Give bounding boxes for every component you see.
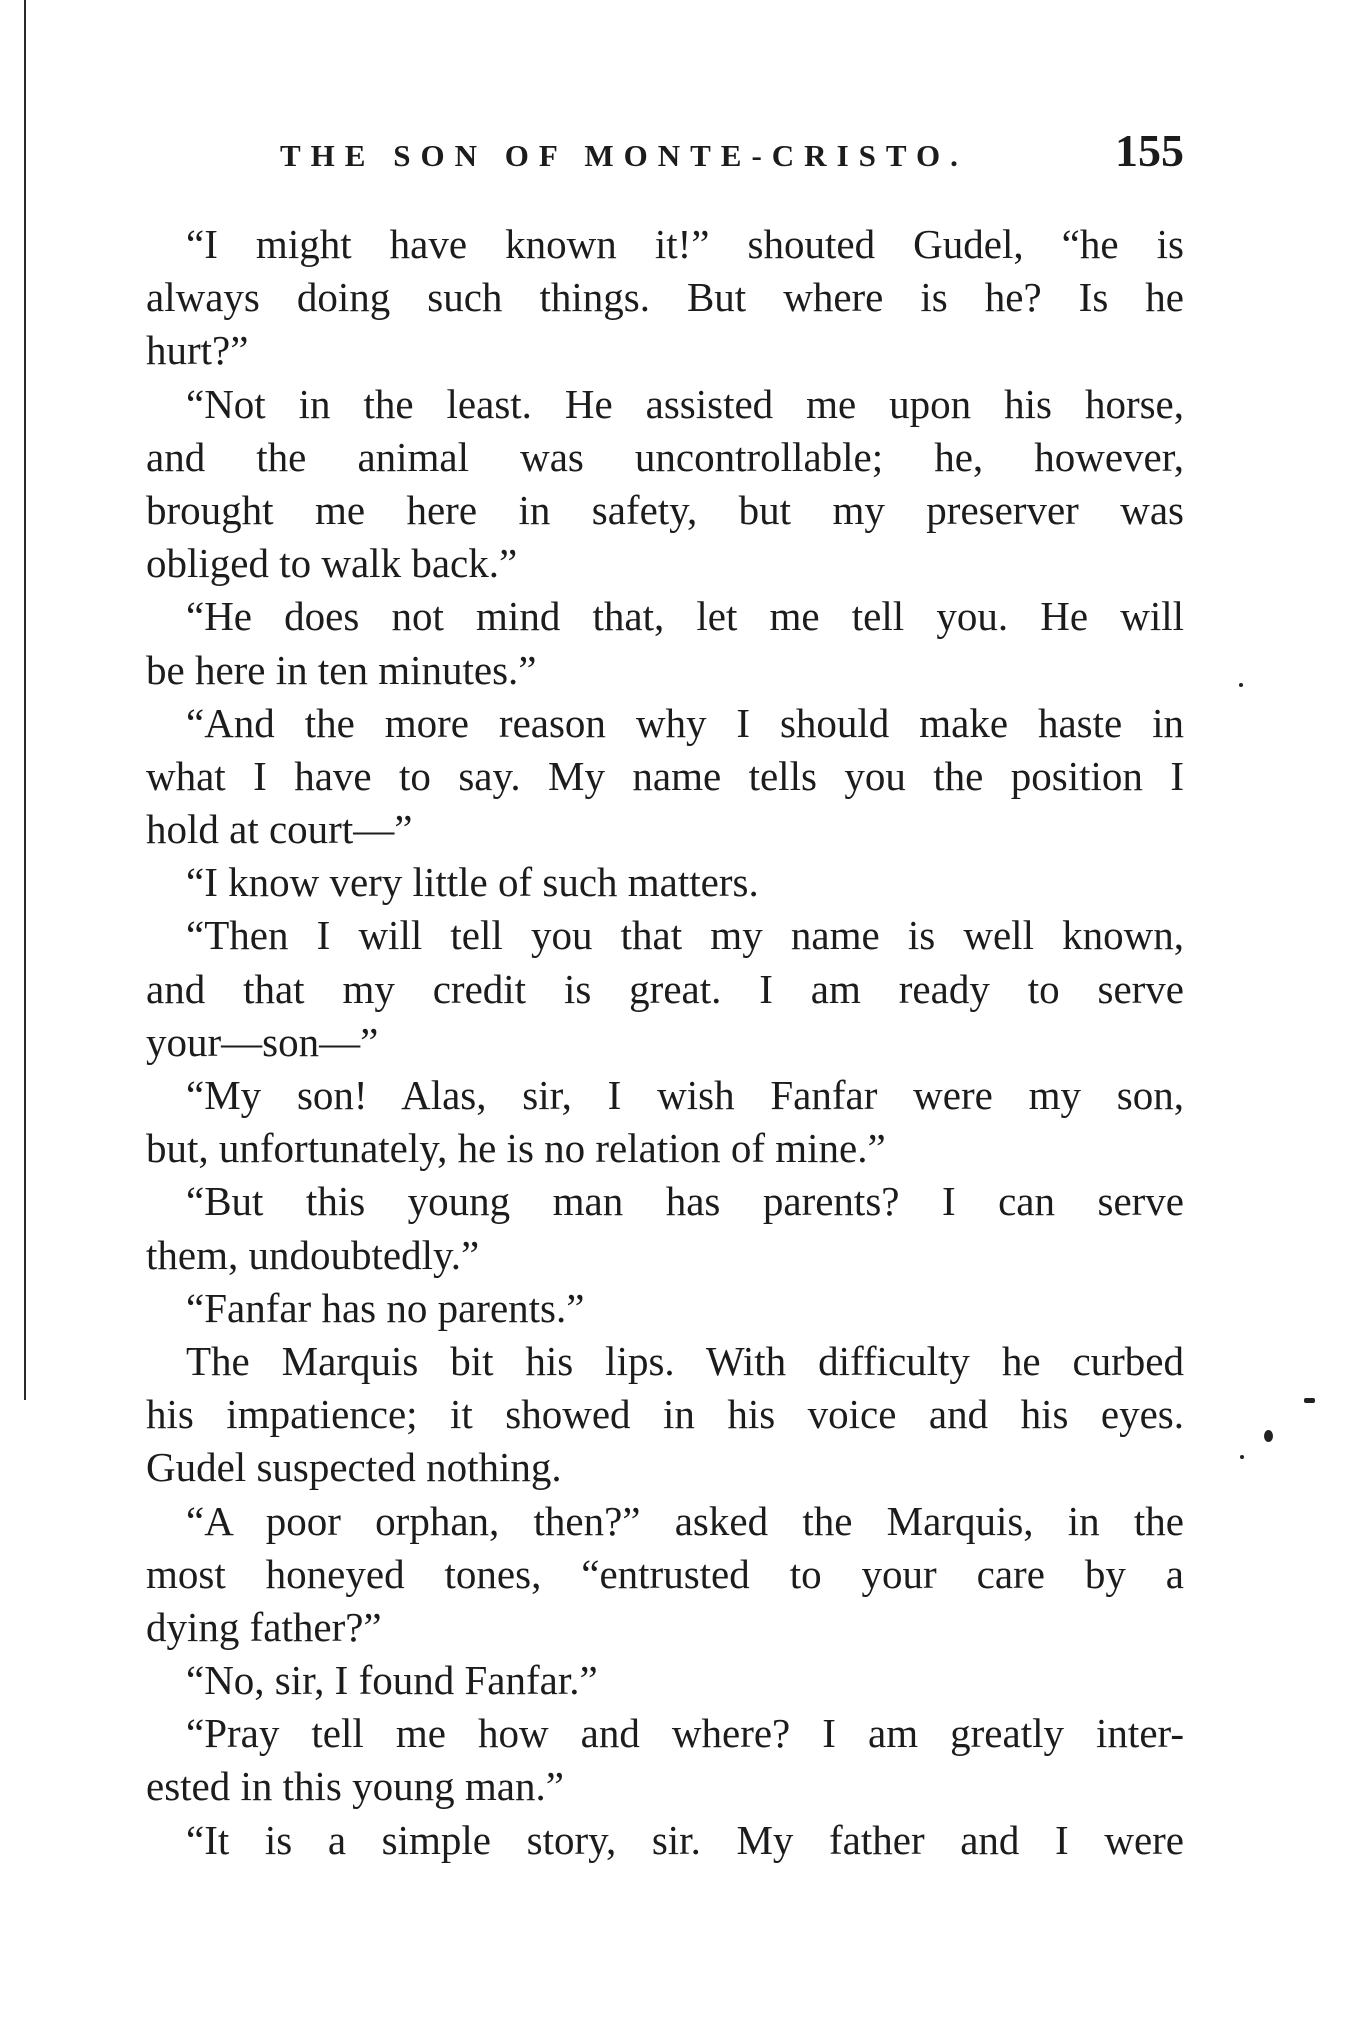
text-line: be here in ten minutes.”	[146, 646, 537, 693]
text-line: “I know very little of such matters.	[186, 859, 759, 906]
text-line: “Pray tell me how and where? I am greatly inter-	[186, 1710, 1184, 1757]
ink-speck	[1304, 1398, 1315, 1403]
text-line: what I have to say. My name tells you the position I	[146, 752, 1184, 799]
text-line: “Then I will tell you that my name is well known,	[186, 912, 1184, 959]
text-line: and that my credit is great. I am ready to serve	[146, 965, 1184, 1012]
text-line: “But this young man has parents? I can serve	[186, 1178, 1184, 1225]
ink-speck	[1264, 1430, 1273, 1442]
text-line: hurt?”	[146, 327, 249, 374]
body-text	[146, 218, 1184, 1867]
ink-speck	[1239, 683, 1243, 687]
text-line: always doing such things. But where is he? Is he	[146, 274, 1184, 321]
text-line: Gudel suspected nothing.	[146, 1444, 562, 1491]
text-line: The Marquis bit his lips. With difficulty he curbed	[186, 1337, 1184, 1384]
text-line: “And the more reason why I should make haste in	[186, 699, 1184, 746]
running-title: THE SON OF MONTE-CRISTO.	[280, 138, 968, 173]
text-line: and the animal was uncontrollable; he, however,	[146, 433, 1184, 480]
text-line: most honeyed tones, “entrusted to your care by a	[146, 1550, 1184, 1597]
page-number: 155	[1115, 125, 1184, 176]
text-line: “A poor orphan, then?” asked the Marquis, in the	[186, 1497, 1184, 1544]
text-line: your—son—”	[146, 1018, 379, 1065]
ink-speck	[1240, 1455, 1244, 1459]
text-line: hold at court—”	[146, 806, 413, 853]
text-line: “No, sir, I found Fanfar.”	[186, 1657, 598, 1704]
text-line: “It is a simple story, sir. My father and I were	[186, 1816, 1184, 1863]
text-line: them, undoubtedly.”	[146, 1231, 480, 1278]
text-line: “I might have known it!” shouted Gudel, “he is	[186, 221, 1184, 267]
text-line: ested in this young man.”	[146, 1763, 564, 1810]
running-head	[146, 120, 1184, 180]
text-line: “Not in the least. He assisted me upon his horse,	[186, 380, 1184, 427]
text-line: “My son! Alas, sir, I wish Fanfar were my son,	[186, 1072, 1184, 1118]
text-line: brought me here in safety, but my preserver was	[146, 486, 1184, 533]
text-line: his impatience; it showed in his voice and his eyes.	[146, 1391, 1184, 1438]
text-line: “Fanfar has no parents.”	[186, 1284, 585, 1331]
text-line: but, unfortunately, he is no relation of mine.”	[146, 1125, 886, 1172]
text-line: obliged to walk back.”	[146, 540, 518, 587]
page-edge-line	[24, 0, 26, 1400]
text-line: “He does not mind that, let me tell you. He will	[186, 593, 1184, 640]
text-line: dying father?”	[146, 1603, 382, 1650]
